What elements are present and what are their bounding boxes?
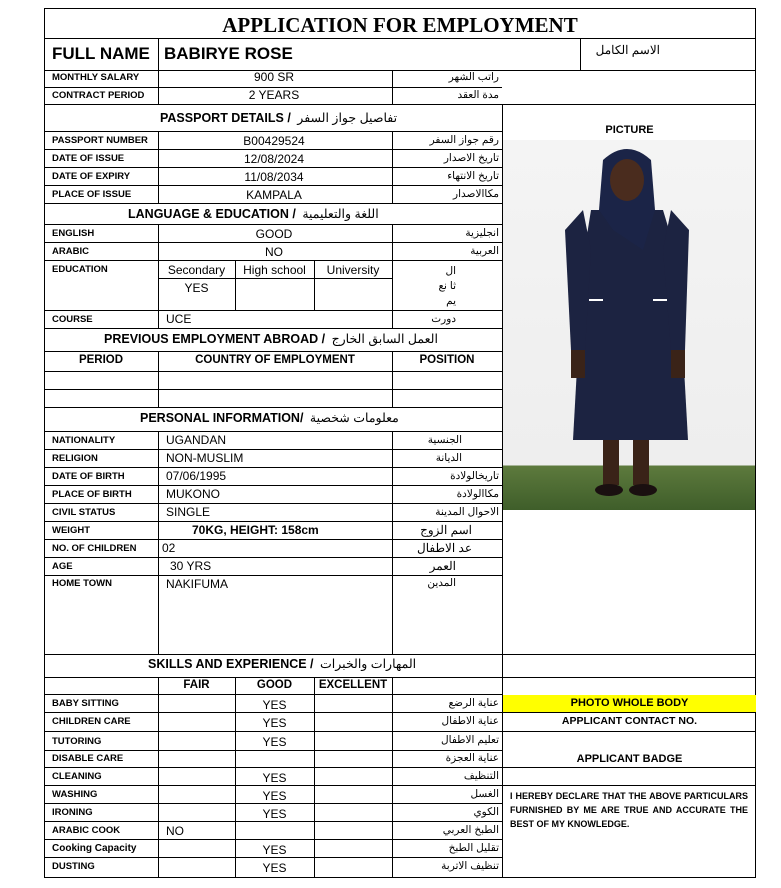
applicant-photo: [503, 140, 755, 510]
skill-good: YES: [262, 861, 287, 875]
pob-arabic: مكاالولادة: [456, 488, 499, 500]
skill-arabic: عناية الرضع: [448, 697, 499, 709]
arabic-arabic: العربية: [470, 245, 499, 257]
prev-col-position: POSITION: [419, 354, 475, 366]
skill-label: DISABLE CARE: [52, 753, 124, 764]
arabic-label: ARABIC: [52, 246, 89, 257]
full-name-value: BABIRYE ROSE: [164, 44, 293, 63]
dob-label: DATE OF BIRTH: [52, 471, 125, 482]
personal-heading-text: PERSONAL INFORMATION/: [140, 411, 304, 425]
date-of-issue-arabic: تاريخ الاصدار: [443, 152, 499, 164]
nationality-value: UGANDAN: [166, 433, 227, 447]
full-name-arabic: الاسم الكامل: [595, 43, 660, 57]
civil-status-arabic: الاحوال المدينة: [435, 506, 499, 518]
weight-arabic: اسم الزوج: [420, 523, 472, 537]
education-arabic-3: يم: [446, 295, 456, 307]
hometown-value: NAKIFUMA: [166, 577, 229, 591]
date-of-issue-value: 12/08/2024: [243, 152, 305, 166]
skill-good: YES: [262, 771, 287, 785]
skill-good: YES: [262, 807, 287, 821]
contract-period-value: 2 YEARS: [248, 88, 300, 102]
education-arabic-2: ثا نع: [438, 280, 456, 292]
prev-col-country: COUNTRY OF EMPLOYMENT: [195, 354, 355, 366]
monthly-salary-arabic: راتب الشهر: [448, 71, 499, 83]
skill-arabic: عناية العجزة: [445, 752, 499, 764]
religion-value: NON-MUSLIM: [166, 451, 244, 465]
full-name-label: FULL NAME: [52, 44, 150, 63]
hometown-label: HOME TOWN: [52, 578, 112, 589]
skill-label: Cooking Capacity: [52, 843, 137, 854]
skill-good: YES: [262, 789, 287, 803]
skill-label: WASHING: [52, 789, 98, 800]
skill-arabic: عناية الاطفال: [441, 715, 499, 727]
religion-label: RELIGION: [52, 453, 98, 464]
skill-arabic: الكوي: [473, 806, 499, 818]
skill-label: CHILDREN CARE: [52, 716, 131, 727]
skill-arabic: الغسل: [470, 788, 499, 800]
pob-value: MUKONO: [166, 487, 220, 501]
civil-status-label: CIVIL STATUS: [52, 507, 116, 518]
personal-heading-arabic: معلومات شخصية: [309, 411, 399, 425]
english-value: GOOD: [255, 227, 293, 241]
skills-heading: [148, 658, 416, 671]
skills-col-fair: FAIR: [183, 679, 210, 691]
date-of-expiry-value: 11/08/2034: [244, 170, 304, 184]
date-of-issue-label: DATE OF ISSUE: [52, 153, 125, 164]
place-of-issue-arabic: مكاالاصدار: [453, 188, 499, 200]
monthly-salary-value: 900 SR: [253, 70, 295, 84]
skills-heading-arabic: المهارات والخبرات: [320, 657, 417, 671]
age-value: 30 YRS: [170, 559, 212, 573]
language-heading-text: LANGUAGE & EDUCATION /: [128, 207, 296, 221]
form-title: APPLICATION FOR EMPLOYMENT: [222, 13, 578, 37]
skill-arabic: التنظيف: [463, 770, 499, 782]
place-of-issue-label: PLACE OF ISSUE: [52, 189, 132, 200]
skill-label: BABY SITTING: [52, 698, 119, 709]
dob-value: 07/06/1995: [166, 469, 227, 483]
arabic-value: NO: [265, 245, 283, 259]
skill-label: IRONING: [52, 807, 93, 818]
skills-col-excellent: EXCELLENT: [318, 679, 388, 691]
passport-number-arabic: رقم جواز السفر: [429, 134, 499, 146]
course-value: UCE: [166, 312, 192, 326]
children-value: 02: [162, 541, 176, 555]
education-col-highschool: High school: [243, 263, 306, 277]
applicant-badge-label: APPLICANT BADGE: [576, 753, 683, 765]
passport-heading-arabic: تفاصيل جواز السفر: [297, 111, 398, 125]
photo-whole-body-label: PHOTO WHOLE BODY: [570, 697, 689, 709]
english-arabic: انجليزية: [465, 227, 499, 239]
skill-arabic: تنظيف الاتربة: [441, 860, 499, 872]
monthly-salary-label: MONTHLY SALARY: [52, 72, 140, 83]
weight-value: 70KG, HEIGHT: 158cm: [192, 523, 319, 537]
age-arabic: العمر: [429, 559, 456, 573]
education-col-university: University: [326, 263, 380, 277]
prev-employment-heading-arabic: العمل السابق الخارج: [331, 332, 438, 346]
applicant-contact-label: APPLICANT CONTACT NO.: [561, 715, 698, 727]
education-secondary-value: YES: [184, 281, 209, 295]
hometown-arabic: المدين: [427, 577, 456, 589]
passport-number-label: PASSPORT NUMBER: [52, 135, 148, 146]
religion-arabic: الديانة: [435, 452, 462, 464]
weight-label: WEIGHT: [52, 525, 90, 536]
course-arabic: دورت: [431, 313, 456, 325]
skill-arabic: تقليل الطبخ: [448, 842, 499, 854]
age-label: AGE: [52, 561, 73, 572]
skill-arabic: الطبخ العربي: [442, 824, 499, 836]
skill-label: ARABIC COOK: [52, 825, 121, 836]
contract-period-arabic: مدة العقد: [457, 89, 499, 101]
pob-label: PLACE OF BIRTH: [52, 489, 132, 500]
skill-good: YES: [262, 698, 287, 712]
english-label: ENGLISH: [52, 228, 95, 239]
nationality-arabic: الجنسية: [427, 434, 462, 446]
skill-fair: NO: [166, 824, 184, 838]
dob-arabic: تاريخالولادة: [450, 470, 499, 482]
children-arabic: عد الاطفال: [417, 541, 472, 555]
skill-label: TUTORING: [52, 736, 102, 747]
picture-label: PICTURE: [605, 124, 654, 136]
declaration-text: I HEREBY DECLARE THAT THE ABOVE PARTICULARS FURNISHED BY ME ARE TRUE AND ACCURATE THE BEST OF MY KNOWLEDGE.: [510, 791, 748, 829]
children-label: NO. OF CHILDREN: [52, 543, 137, 554]
education-col-secondary: Secondary: [167, 263, 226, 277]
skill-good: YES: [262, 843, 287, 857]
prev-col-period: PERIOD: [78, 354, 124, 366]
skill-label: CLEANING: [52, 771, 102, 782]
skill-good: YES: [262, 716, 287, 730]
prev-employment-heading: [104, 333, 438, 346]
language-heading: [128, 208, 379, 221]
date-of-expiry-label: DATE OF EXPIRY: [52, 171, 131, 182]
passport-heading-text: PASSPORT DETAILS /: [160, 111, 291, 125]
contract-period-label: CONTRACT PERIOD: [52, 90, 145, 101]
prev-employment-heading-text: PREVIOUS EMPLOYMENT ABROAD /: [104, 332, 326, 346]
education-arabic-1: ال: [445, 265, 456, 277]
place-of-issue-value: KAMPALA: [246, 188, 302, 202]
nationality-label: NATIONALITY: [52, 435, 116, 446]
language-heading-arabic: اللغة والتعليمية: [302, 207, 379, 221]
civil-status-value: SINGLE: [166, 505, 211, 519]
skills-col-good: GOOD: [256, 679, 293, 691]
passport-number-value: B00429524: [243, 134, 305, 148]
date-of-expiry-arabic: تاريخ الانتهاء: [447, 170, 499, 182]
skills-heading-text: SKILLS AND EXPERIENCE /: [148, 657, 314, 671]
skill-label: DUSTING: [52, 861, 95, 872]
skill-good: YES: [262, 735, 287, 749]
education-label: EDUCATION: [52, 264, 108, 275]
course-label: COURSE: [52, 314, 93, 325]
skill-arabic: تعليم الاطفال: [441, 734, 499, 746]
passport-heading: [160, 112, 397, 125]
personal-heading: [140, 412, 399, 425]
